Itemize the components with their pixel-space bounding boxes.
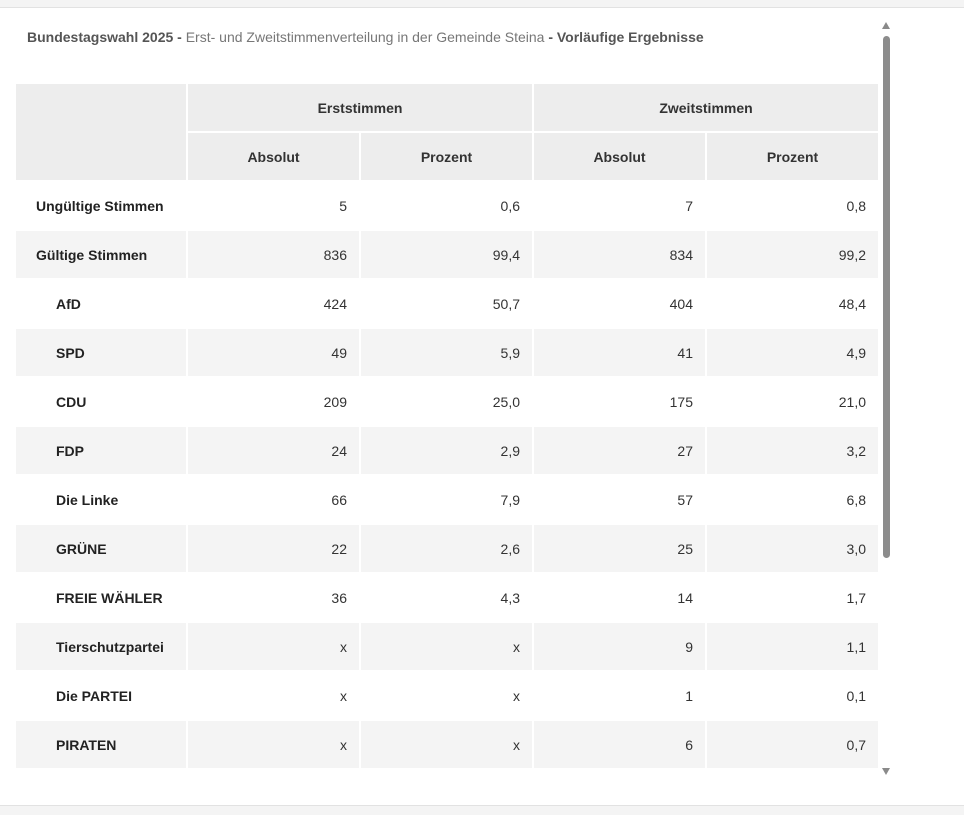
cell-zweit-absolut: 175 [534,378,705,425]
scroll-down-arrow-icon[interactable] [882,768,890,775]
cell-erst-absolut: 24 [188,427,359,474]
cell-zweit-prozent: 0,8 [707,182,878,229]
header-erststimmen: Erststimmen [188,84,532,131]
cell-erst-prozent: 99,4 [361,231,532,278]
cell-zweit-prozent: 0,7 [707,721,878,768]
header-zweit-absolut: Absolut [534,133,705,180]
cell-zweit-prozent: 99,2 [707,231,878,278]
scrollbar-thumb[interactable] [883,36,890,558]
cell-erst-prozent: x [361,672,532,719]
cell-zweit-absolut: 1 [534,672,705,719]
caption-status: - Vorläufige Ergebnisse [544,29,704,45]
cell-erst-absolut: x [188,623,359,670]
row-label: AfD [16,280,186,327]
row-label: FREIE WÄHLER [16,574,186,621]
header-erst-absolut: Absolut [188,133,359,180]
table-row [16,574,878,621]
cell-zweit-absolut: 57 [534,476,705,523]
row-label: Tierschutzpartei [16,623,186,670]
table-row [16,378,878,425]
cell-erst-absolut: 36 [188,574,359,621]
cell-erst-prozent: 5,9 [361,329,532,376]
vertical-scrollbar[interactable] [880,22,893,782]
cell-zweit-absolut: 41 [534,329,705,376]
cell-erst-absolut: 424 [188,280,359,327]
cell-erst-prozent: 4,3 [361,574,532,621]
cell-zweit-prozent: 1,7 [707,574,878,621]
header-zweit-prozent: Prozent [707,133,878,180]
cell-erst-absolut: 836 [188,231,359,278]
caption-title: Bundestagswahl 2025 - [27,29,186,45]
row-label: SPD [16,329,186,376]
cell-erst-absolut: 209 [188,378,359,425]
table-caption [27,29,704,45]
cell-zweit-absolut: 6 [534,721,705,768]
row-label: Ungültige Stimmen [16,182,186,229]
cell-zweit-prozent: 0,1 [707,672,878,719]
cell-zweit-absolut: 25 [534,525,705,572]
cell-zweit-absolut: 7 [534,182,705,229]
cell-zweit-prozent: 4,9 [707,329,878,376]
table-row [16,525,878,572]
cell-zweit-prozent: 3,2 [707,427,878,474]
row-label: FDP [16,427,186,474]
cell-erst-prozent: 25,0 [361,378,532,425]
page-top-strip [0,0,964,7]
cell-erst-prozent: 0,6 [361,182,532,229]
header-zweitstimmen: Zweitstimmen [534,84,878,131]
row-label: Die Linke [16,476,186,523]
cell-zweit-prozent: 21,0 [707,378,878,425]
caption-subtitle: Erst- und Zweitstimmenverteilung in der Gemeinde Steina [185,29,545,45]
table-row [16,280,878,327]
cell-erst-absolut: 5 [188,182,359,229]
cell-zweit-prozent: 1,1 [707,623,878,670]
table-row [16,721,878,768]
table-row [16,427,878,474]
row-label: Die PARTEI [16,672,186,719]
scroll-up-arrow-icon[interactable] [882,22,890,29]
table-row [16,623,878,670]
cell-zweit-prozent: 3,0 [707,525,878,572]
table-row [16,672,878,719]
cell-erst-absolut: 49 [188,329,359,376]
cell-zweit-absolut: 27 [534,427,705,474]
cell-zweit-absolut: 404 [534,280,705,327]
table-row [16,476,878,523]
results-frame [0,7,964,806]
table-row [16,231,878,278]
cell-erst-prozent: 2,6 [361,525,532,572]
table-row [16,329,878,376]
row-label: CDU [16,378,186,425]
cell-erst-prozent: x [361,721,532,768]
cell-erst-absolut: x [188,721,359,768]
cell-zweit-absolut: 9 [534,623,705,670]
cell-zweit-absolut: 14 [534,574,705,621]
cell-erst-prozent: 50,7 [361,280,532,327]
cell-zweit-prozent: 6,8 [707,476,878,523]
header-erst-prozent: Prozent [361,133,532,180]
cell-zweit-prozent: 48,4 [707,280,878,327]
cell-erst-absolut: x [188,672,359,719]
table-row [16,182,878,229]
row-label: PIRATEN [16,721,186,768]
cell-zweit-absolut: 834 [534,231,705,278]
header-empty-cell [16,84,186,180]
results-table [14,82,880,770]
header-row-groups [16,84,878,131]
cell-erst-absolut: 66 [188,476,359,523]
cell-erst-prozent: 2,9 [361,427,532,474]
row-label: Gültige Stimmen [16,231,186,278]
cell-erst-absolut: 22 [188,525,359,572]
cell-erst-prozent: x [361,623,532,670]
row-label: GRÜNE [16,525,186,572]
cell-erst-prozent: 7,9 [361,476,532,523]
